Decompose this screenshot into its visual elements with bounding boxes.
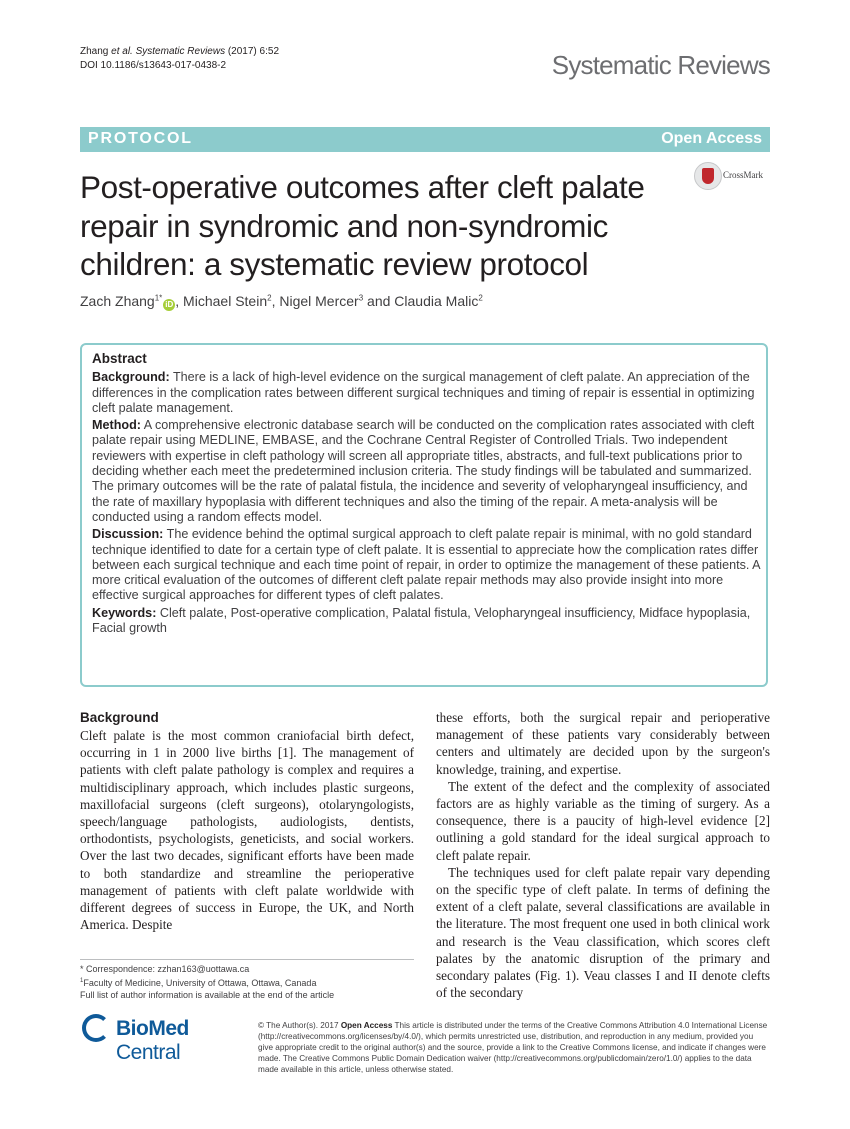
abstract-discussion-text: The evidence behind the optimal surgical approach to cleft palate repair is minimal, with no gold standard technique identified to date for a certain type of cleft palate. It is essential to appreciate how the complication rates differ between each surgical technique and each time point of repair, in order to optimize the management of these patients. A more critical evaluation of the outcomes of different cleft palate repair methods may also provide insight into more effective surgical approaches for different types of cleft palates. — [92, 527, 760, 603]
license-text: This article is distributed under the terms of the Creative Commons Attribution 4.0 International License (http://creativecommons.org/licenses/by/4.0/), which permits unrestricted use, distribution, and reproduction in any medium, provided you give appropriate credit to the original author(s) and the source, provide a link to the Creative Commons license, and indicate if changes were made. The Creative Commons Public Domain Dedication waiver (http://creativecommons.org/publicdomain/zero/1.0/) applies to the data made available in this article, unless otherwise stated. — [258, 1021, 768, 1075]
body-paragraph: The techniques used for cleft palate repair vary depending on the specific type of cleft palate. In terms of defining the extent of a cleft palate, several classifications are available in the literature. The most frequent one used in both clinical work and research is the Veau classification, which scores cleft palates by the anatomic disruption of the primary and secondary palates (Fig. 1). Veau classes I and II denote clefts of the secondary — [436, 864, 770, 1001]
author-affiliation-sup: 1* — [154, 293, 163, 303]
abstract-background-label: Background: — [92, 370, 170, 385]
license-prefix: © The Author(s). 2017 — [258, 1021, 341, 1030]
author-affiliation-sup: 3 — [358, 293, 364, 303]
article-type-banner — [80, 127, 770, 152]
abstract-discussion — [92, 527, 762, 603]
citation-etal: et al. — [108, 46, 136, 57]
license-statement — [258, 1020, 770, 1075]
author-name[interactable]: and Claudia Malic — [363, 293, 479, 309]
author-affiliation-sup: 2 — [478, 293, 483, 303]
citation-volume: (2017) 6:52 — [225, 46, 280, 57]
abstract-background-text: There is a lack of high-level evidence on the surgical management of cleft palate. An appreciation of the differences in the complication rates between different surgical techniques and timing of repair is essential in optimizing cleft palate management. — [92, 370, 755, 415]
footnotes — [80, 963, 420, 1001]
biomed-central-logo[interactable] — [80, 1012, 250, 1064]
citation-header — [80, 45, 279, 73]
affiliation-text: Faculty of Medicine, University of Ottawa, Ottawa, Canada — [83, 978, 317, 988]
crossmark-badge[interactable] — [694, 162, 786, 192]
abstract-box — [80, 343, 768, 687]
abstract-method-text: A comprehensive electronic database search will be conducted on the complication rates associated with cleft palate repair using MEDLINE, EMBASE, and the Cochrane Central Register of Controlled Trials. Two independent reviewers with expertise in cleft pathology will screen all appropriate titles, abstracts, and full-text publications prior to deciding whether each meet the predetermined inclusion criteria. The study findings will be tabulated and summarized. The primary outcomes will be the rate of palatal fistula, the incidence and severity of velopharyngeal insufficiency, and the rate of maxillary hypoplasia with different techniques and also the timing of the repair. A meta-analysis will be conducted using a random effects model. — [92, 418, 755, 524]
logo-text-bio: BioMed — [116, 1017, 189, 1040]
correspondence-note[interactable]: * Correspondence: zzhan163@uottawa.ca — [80, 964, 250, 974]
abstract-content — [92, 351, 762, 638]
author-affiliation-sup: 2 — [267, 293, 272, 303]
section-heading-background: Background — [80, 710, 159, 725]
author-name[interactable]: , Nigel Mercer — [271, 293, 359, 309]
abstract-method — [92, 418, 762, 525]
doi-text: DOI 10.1186/s13643-017-0438-2 — [80, 60, 227, 71]
citation-journal: Systematic Reviews — [135, 46, 226, 57]
abstract-background — [92, 370, 762, 416]
open-access-label: Open Access — [661, 130, 762, 147]
citation-line — [80, 45, 279, 59]
body-column-left — [80, 709, 414, 933]
license-open-access: Open Access — [340, 1021, 393, 1030]
biomed-central-arc-icon — [82, 1014, 110, 1042]
crossmark-icon — [694, 162, 722, 190]
body-column-right — [436, 709, 770, 1001]
author-info-note: Full list of author information is available at the end of the article — [80, 990, 335, 1000]
affiliation-note — [80, 975, 420, 989]
abstract-discussion-label: Discussion: — [92, 527, 164, 542]
abstract-method-label: Method: — [92, 418, 141, 433]
abstract-keywords — [92, 606, 762, 637]
article-type-label: PROTOCOL — [88, 130, 193, 147]
abstract-keywords-label: Keywords: — [92, 605, 157, 620]
journal-name: Systematic Reviews — [551, 50, 770, 80]
author-name[interactable]: Zach Zhang — [80, 293, 155, 309]
abstract-heading: Abstract — [92, 351, 147, 366]
author-name[interactable]: , Michael Stein — [175, 293, 268, 309]
affiliation-sup: 1 — [80, 978, 84, 984]
crossmark-label: CrossMark — [723, 170, 763, 180]
body-paragraph: The extent of the defect and the complexity of associated factors are as highly variable as the timing of surgery. As a consequence, there is a paucity of high-level evidence [2] outlining a gold standard for the ideal surgical approach to cleft palate repair. — [436, 778, 770, 863]
logo-text — [116, 1017, 250, 1065]
body-paragraph: these efforts, both the surgical repair and perioperative management of these patients vary considerably between centers and ultimately are decided upon by the surgeon's knowledge, training, and expertise. — [436, 710, 770, 777]
orcid-icon[interactable]: iD — [165, 300, 174, 309]
article-title: Post-operative outcomes after cleft palate repair in syndromic and non-syndromic children: a systematic review protocol — [80, 169, 645, 282]
body-paragraph: Cleft palate is the most common craniofacial birth defect, occurring in 1 in 2000 live births [1]. The management of patients with cleft palate pathology is complex and requires a multidisciplinary approach, which includes plastic surgeons, maxillofacial surgeons (cleft surgeons), otolaryngologists, speech/language pathologists, audiologists, dentists, orthodontists, psychologists, geneticists, and social workers. Over the last two decades, significant efforts have been made to both standardize and streamline the perioperative management of patients with cleft palate worldwide with different degrees of success in Europe, the UK, and North America. Despite — [80, 728, 414, 933]
citation-author: Zhang — [80, 46, 109, 57]
abstract-keywords-text: Cleft palate, Post-operative complication, Palatal fistula, Velopharyngeal insufficiency, Midface hypoplasia, Facial growth — [92, 605, 751, 636]
footnote-divider — [80, 959, 414, 960]
logo-text-central: Central — [116, 1041, 181, 1064]
author-list — [80, 293, 483, 311]
